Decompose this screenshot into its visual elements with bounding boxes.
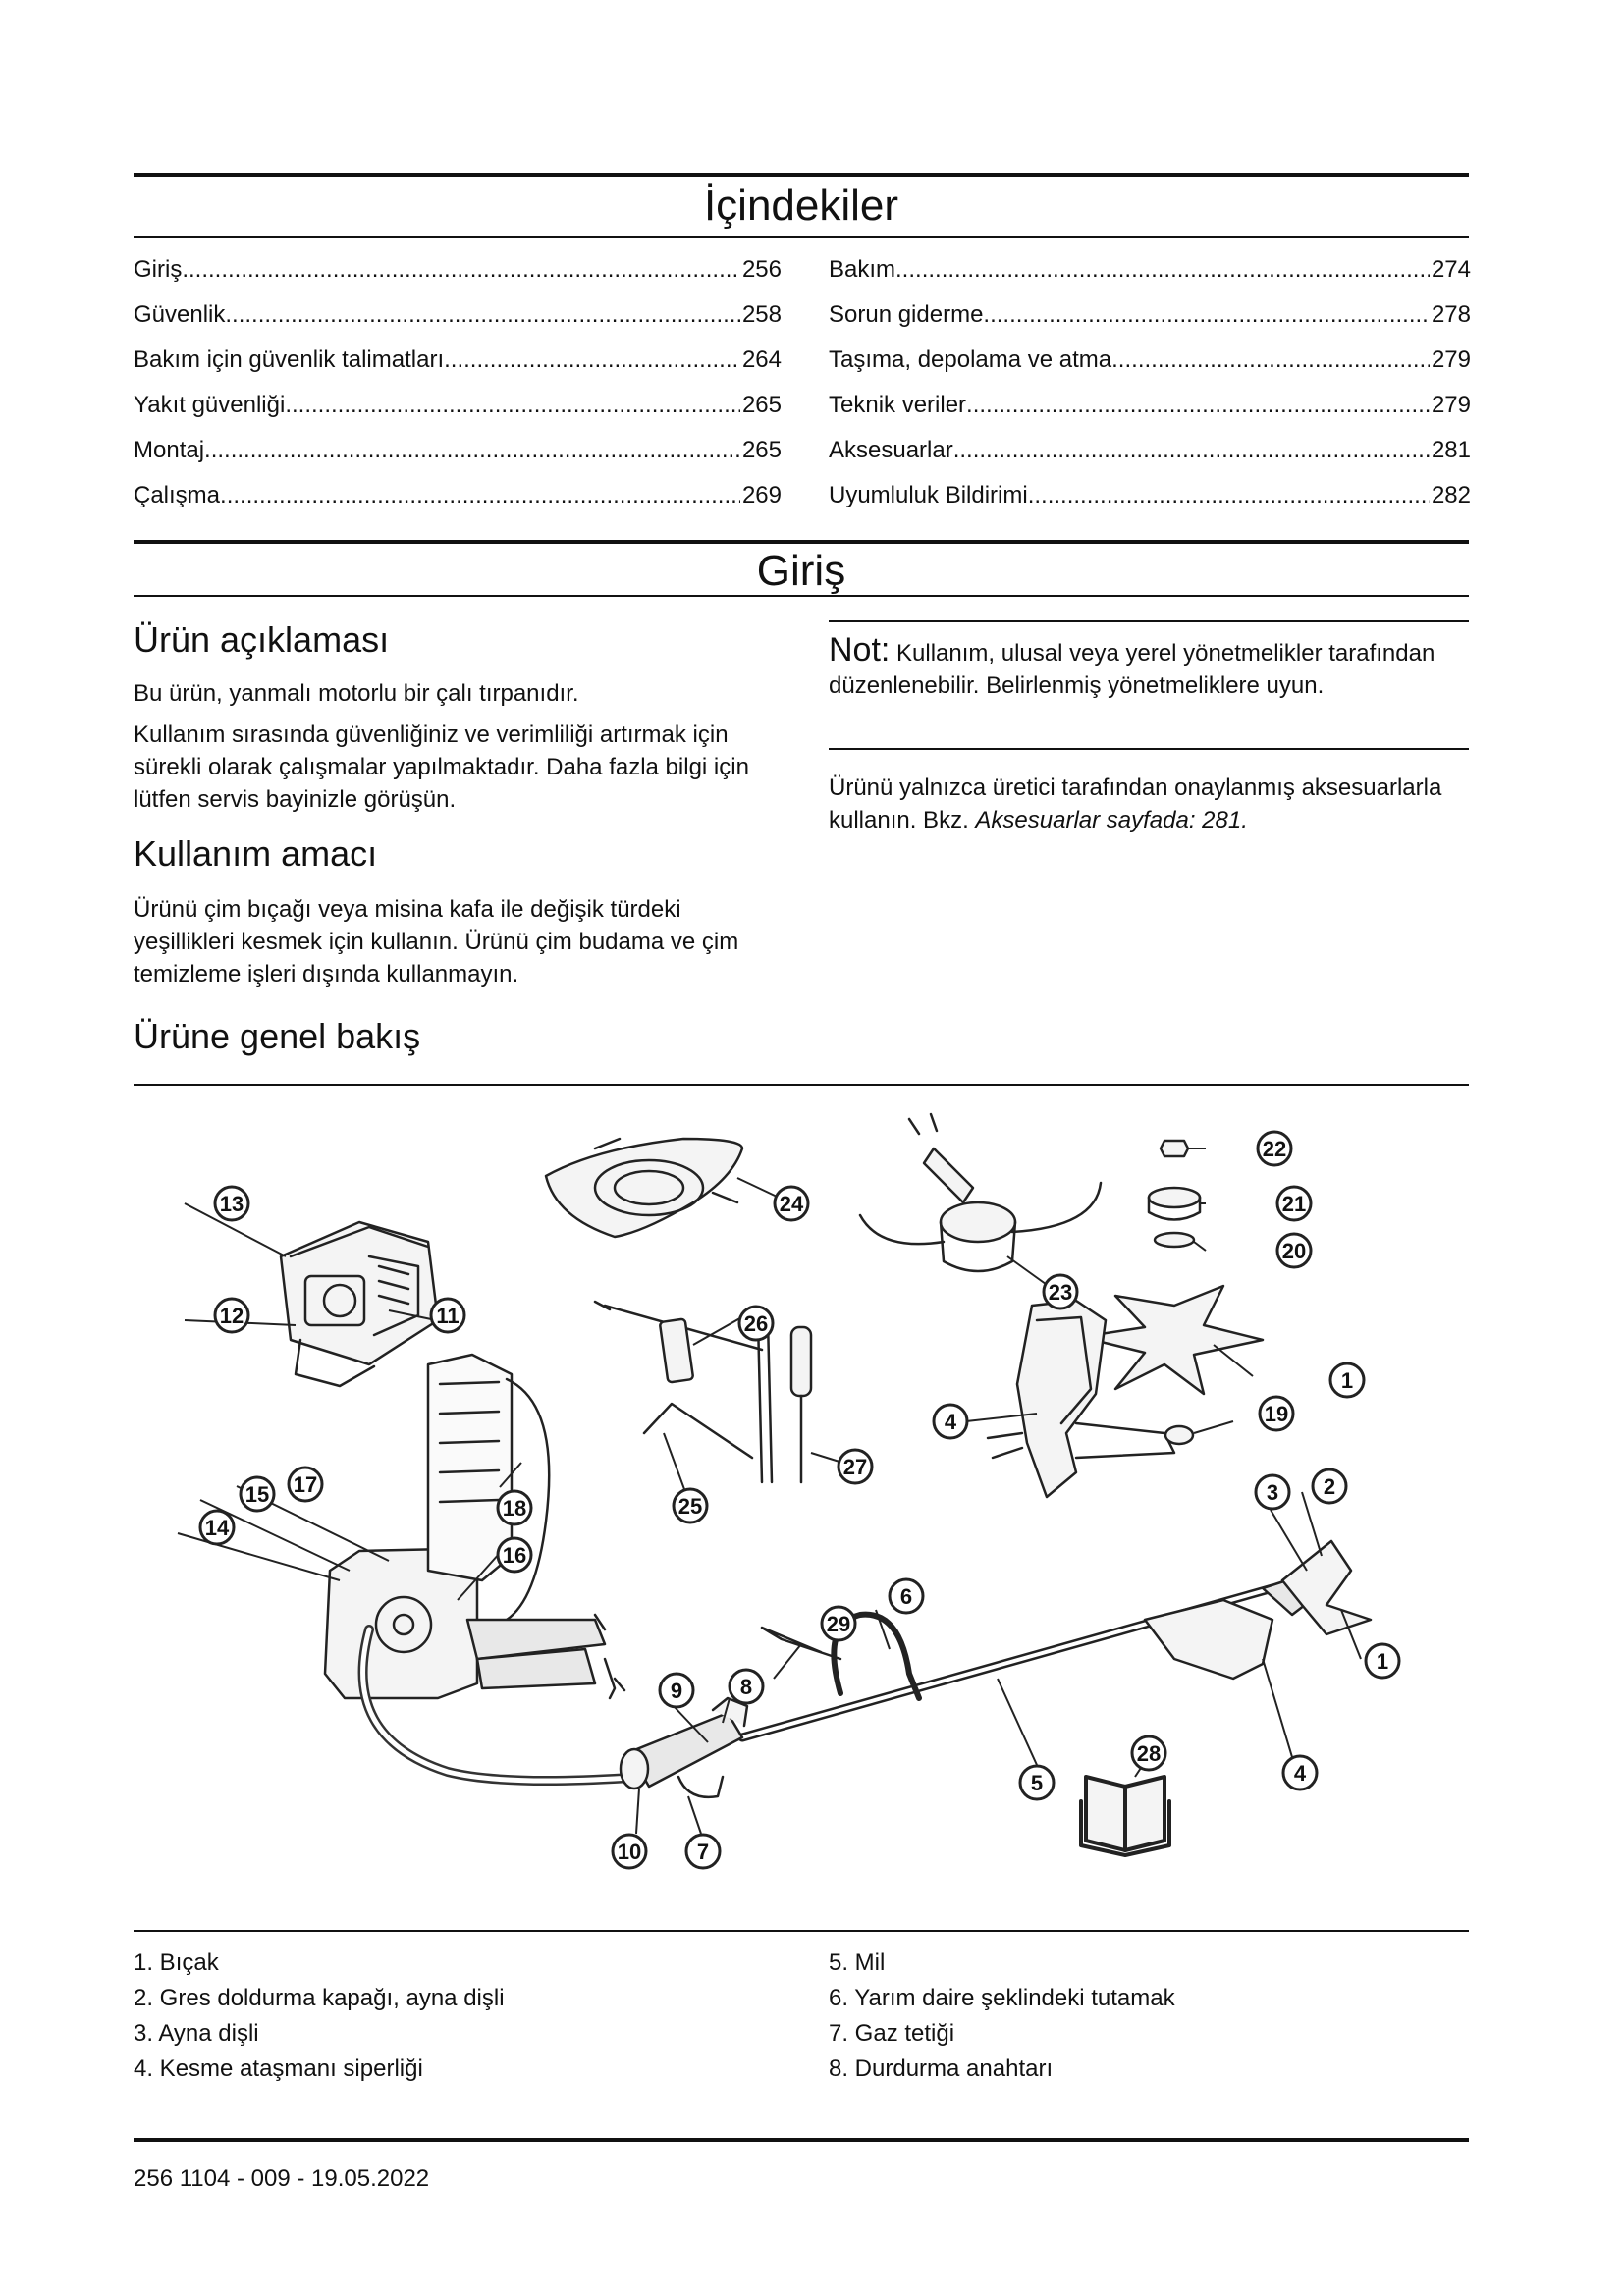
intro-title-rule <box>134 595 1469 597</box>
top-rule <box>134 173 1469 177</box>
control-handle-illustration <box>621 1698 747 1797</box>
callout-18: 18 <box>502 1496 527 1521</box>
callout-10: 10 <box>617 1840 642 1864</box>
callout-25: 25 <box>677 1494 703 1519</box>
guard-illustration <box>546 1139 742 1237</box>
toc-entry[interactable]: Güvenlik ..... 258 <box>134 293 782 338</box>
callout-14: 14 <box>204 1516 230 1540</box>
callout-4-lower: 4 <box>1293 1761 1307 1786</box>
toc-entry[interactable]: Taşıma, depolama ve atma ..... 279 <box>829 338 1471 383</box>
product-overview-diagram <box>134 1109 1469 1924</box>
intended-use-heading: Kullanım amacı <box>134 833 378 874</box>
callout-23: 23 <box>1048 1280 1073 1305</box>
overview-heading: Ürüne genel bakış <box>134 1016 421 1056</box>
callout-12: 12 <box>219 1304 244 1328</box>
callout-21: 21 <box>1281 1192 1307 1216</box>
callout-4: 4 <box>944 1410 957 1434</box>
manual-icon <box>1081 1777 1169 1855</box>
callout-8: 8 <box>739 1675 753 1699</box>
legend-item: 3. Ayna dişli <box>134 2020 259 2047</box>
callout-27: 27 <box>842 1455 868 1479</box>
legend-left <box>134 1946 505 2087</box>
callout-6: 6 <box>899 1584 913 1609</box>
toc-leader <box>182 247 740 293</box>
toc-entry[interactable]: Giriş ..... 256 <box>134 247 782 293</box>
legend-item: 7. Gaz tetiği <box>829 2020 955 2047</box>
callout-26: 26 <box>743 1311 769 1336</box>
intended-use-p1: Ürünü çim bıçağı veya misina kafa ile değişik türdeki yeşillikleri kesmek için kullanın. Ürünü çim budama ve çim temizleme işleri dışında kullanmayın. <box>134 896 739 988</box>
toc-leader <box>285 383 740 428</box>
callout-9: 9 <box>670 1679 683 1703</box>
lower-guard-illustration <box>1145 1600 1272 1679</box>
legend-item: 8. Durdurma anahtarı <box>829 2056 1054 2082</box>
callout-19: 19 <box>1264 1402 1289 1426</box>
toc-title: İçindekiler <box>703 182 899 230</box>
callout-22: 22 <box>1262 1137 1287 1161</box>
legend-item: 1. Bıçak <box>134 1949 219 1976</box>
callout-1: 1 <box>1340 1368 1354 1393</box>
legend-right <box>829 1946 1175 2087</box>
toc-leader <box>225 293 740 338</box>
callout-11: 11 <box>436 1304 460 1328</box>
callout-5: 5 <box>1030 1771 1044 1795</box>
intro-top-rule <box>134 540 1469 544</box>
toc-leader <box>895 247 1430 293</box>
legend-item: 2. Gres doldurma kapağı, ayna dişli <box>134 1985 505 2011</box>
shaft-gearhead-illustration <box>1263 1541 1371 1634</box>
hex-key-illustration <box>644 1404 752 1458</box>
accessories-paragraph <box>829 772 1469 836</box>
nut-washer-illustration <box>1149 1141 1200 1247</box>
legend-item: 6. Yarım daire şeklindeki tutamak <box>829 1985 1175 2011</box>
toc-entry[interactable]: Sorun giderme ..... 278 <box>829 293 1471 338</box>
toc-leader <box>1028 473 1430 518</box>
toc-left-column <box>134 247 782 518</box>
footer-rule <box>134 2138 1469 2142</box>
toc-entry[interactable]: Bakım ..... 274 <box>829 247 1471 293</box>
callout-3: 3 <box>1266 1480 1279 1505</box>
toc-leader <box>220 473 740 518</box>
callout-7: 7 <box>696 1840 710 1864</box>
engine-illustration <box>281 1222 438 1386</box>
toc-leader <box>204 428 740 473</box>
overview-rule <box>134 1084 1469 1086</box>
toc-leader <box>1111 338 1430 383</box>
spark-plug-wrench-illustration <box>595 1302 762 1383</box>
callout-24: 24 <box>779 1192 804 1216</box>
callout-28: 28 <box>1136 1741 1162 1766</box>
note-label: Not: <box>829 631 891 668</box>
note-bottom-rule <box>829 748 1469 750</box>
callout-13: 13 <box>219 1192 244 1216</box>
accessories-text: Ürünü yalnızca üretici tarafından onaylanmış aksesuarlarla kullanın. Bkz. <box>829 774 1442 833</box>
callout-2: 2 <box>1323 1474 1336 1499</box>
callout-17: 17 <box>293 1472 318 1497</box>
screwdriver-illustration <box>758 1320 811 1482</box>
callout-16: 16 <box>502 1543 527 1568</box>
toc-entry[interactable]: Montaj ..... 265 <box>134 428 782 473</box>
toc-entry[interactable]: Aksesuarlar ..... 281 <box>829 428 1471 473</box>
callout-15: 15 <box>244 1482 270 1507</box>
trimmer-head-illustration <box>860 1114 1101 1271</box>
note-box <box>829 631 1467 702</box>
legend-item: 4. Kesme ataşmanı siperliği <box>134 2056 423 2082</box>
toc-entry[interactable]: Bakım için güvenlik talimatları ..... 264 <box>134 338 782 383</box>
intro-title: Giriş <box>756 547 846 595</box>
footer-doc-number: 256 1104 - 009 - 19.05.2022 <box>134 2165 430 2192</box>
toc-entry[interactable]: Yakıt güvenliği ..... 265 <box>134 383 782 428</box>
toc-leader <box>966 383 1430 428</box>
toc-entry[interactable]: Teknik veriler ..... 279 <box>829 383 1471 428</box>
blade-illustration <box>1081 1286 1263 1394</box>
legend-item: 5. Mil <box>829 1949 886 1976</box>
product-description-p1: Bu ürün, yanmalı motorlu bir çalı tırpanıdır. <box>134 680 579 707</box>
toc-leader <box>953 428 1430 473</box>
toc-title-rule <box>134 236 1469 238</box>
toc-entry[interactable]: Uyumluluk Bildirimi ..... 282 <box>829 473 1471 518</box>
note-text: Kullanım, ulusal veya yerel yönetmelikler tarafından düzenlenebilir. Belirlenmiş yönetmeliklere uyun. <box>829 640 1435 699</box>
toc-right-column <box>829 247 1471 518</box>
legend-top-rule <box>134 1930 1469 1932</box>
callout-29: 29 <box>826 1612 851 1636</box>
toc-leader <box>983 293 1430 338</box>
toc-entry[interactable]: Çalışma ..... 269 <box>134 473 782 518</box>
callout-1-lower: 1 <box>1376 1649 1389 1674</box>
product-description-heading: Ürün açıklaması <box>134 619 390 660</box>
product-description-p2: Kullanım sırasında güvenliğiniz ve verimliliği artırmak için sürekli olarak çalışmalar yapılmaktadır. Daha fazla bilgi için lütfen servis bayinizle görüşün. <box>134 721 749 813</box>
callout-20: 20 <box>1281 1239 1307 1263</box>
toc-leader <box>444 338 740 383</box>
note-top-rule <box>829 620 1469 622</box>
accessories-link[interactable]: Aksesuarlar sayfada: 281. <box>975 807 1248 833</box>
